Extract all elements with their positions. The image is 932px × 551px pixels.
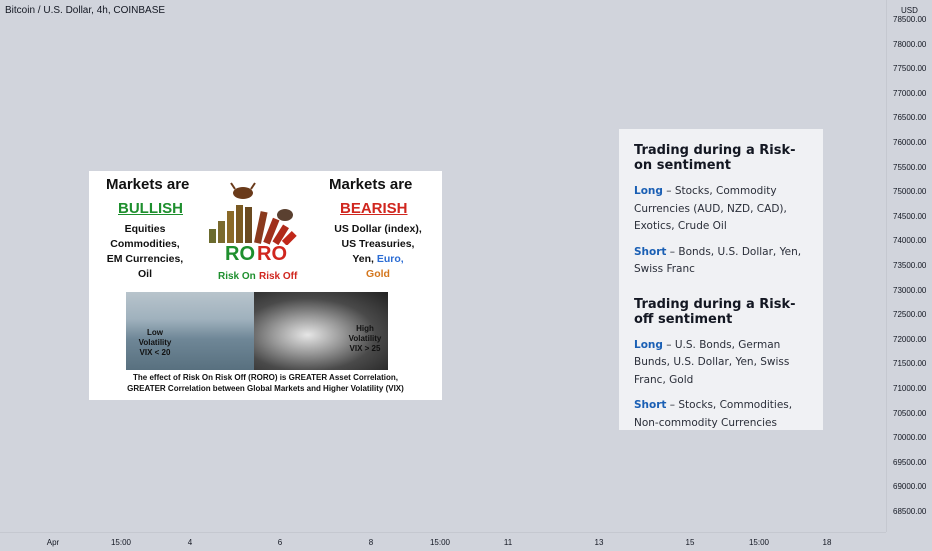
bear-asset-euro: Euro, xyxy=(376,253,404,265)
time-tick: 15:00 xyxy=(748,538,770,547)
risk-sentiment-panel xyxy=(619,129,823,430)
price-tick: 75500.00 xyxy=(893,162,927,172)
bull-asset: Oil xyxy=(137,268,152,280)
price-tick: 76000.00 xyxy=(893,138,927,147)
short-keyword: Short xyxy=(634,245,667,258)
price-tick: 71500.00 xyxy=(893,359,927,369)
time-tick: 15:00 xyxy=(429,538,451,547)
risk-off-title: Trading during a Risk-off sentiment xyxy=(634,296,796,327)
roro-caption: The effect of Risk On Risk Off (RORO) is GREATER Asset Correlation, GREATER Correlation between Global Markets and Higher Volatility (VIX) xyxy=(127,373,404,393)
price-tick: 69500.00 xyxy=(893,457,927,467)
low-volatility-label: Low Volatility VIX < 20 xyxy=(138,328,172,357)
risk-off-long xyxy=(634,337,808,390)
price-tick: 77000.00 xyxy=(893,88,927,98)
bull-asset: EM Currencies, xyxy=(106,253,184,265)
time-tick: 6 xyxy=(277,538,283,547)
time-tick: 18 xyxy=(822,538,832,547)
risk-off-label: Risk Off xyxy=(259,271,298,282)
price-tick: 72500.00 xyxy=(893,310,927,320)
price-tick: 70500.00 xyxy=(893,408,927,418)
long-keyword: Long xyxy=(634,185,663,197)
time-tick: 15 xyxy=(685,538,695,547)
bull-asset: Commodities, xyxy=(110,238,180,250)
price-tick: 76500.00 xyxy=(893,113,927,123)
price-tick: 78000.00 xyxy=(893,39,927,49)
risk-on-long xyxy=(634,183,808,236)
currency-label: USD xyxy=(901,6,918,15)
bull-bear-bars-icon xyxy=(207,179,307,245)
risk-off-short xyxy=(634,397,808,432)
axis-corner xyxy=(887,533,932,550)
price-tick: 74500.00 xyxy=(893,211,927,221)
risk-on-short-text: – Bonds, U.S. Dollar, Yen, Swiss Franc xyxy=(634,245,802,275)
roro-infographic xyxy=(89,171,442,400)
price-tick: 75000.00 xyxy=(893,187,927,197)
high-volatility-label: High Volatility VIX > 25 xyxy=(348,324,382,353)
short-keyword: Short xyxy=(634,399,667,411)
time-tick: 13 xyxy=(594,538,604,547)
ro-left: RO xyxy=(225,243,255,265)
risk-on-label: Risk On xyxy=(218,271,256,282)
bear-header: Markets are xyxy=(329,176,413,193)
risk-off-long-text: – U.S. Bonds, German Bunds, U.S. Dollar, Yen, Swiss Franc, Gold xyxy=(634,338,790,386)
long-keyword: Long xyxy=(634,338,663,351)
price-tick: 70000.00 xyxy=(893,433,927,443)
bull-asset: Equities xyxy=(124,223,166,235)
ro-right: RO xyxy=(257,243,287,265)
bear-asset: US Dollar (index), xyxy=(334,223,422,235)
price-tick: 68500.00 xyxy=(893,507,927,516)
bull-header: Markets are xyxy=(106,176,190,193)
time-tick: 11 xyxy=(503,538,513,547)
price-tick: 77500.00 xyxy=(893,64,927,74)
bear-asset: US Treasuries, xyxy=(341,238,415,250)
risk-off-short-text: – Stocks, Commodities, Non-commodity Currencies xyxy=(634,399,793,429)
bull-assets xyxy=(101,222,189,282)
time-tick: 8 xyxy=(368,538,374,547)
bear-asset-yen: Yen, xyxy=(352,253,374,265)
time-tick: 4 xyxy=(187,538,193,547)
price-tick: 73000.00 xyxy=(893,285,927,295)
risk-on-short xyxy=(634,244,808,279)
price-tick: 78500.00 xyxy=(893,15,927,24)
time-tick: 15:00 xyxy=(110,538,132,547)
time-tick: Apr xyxy=(46,538,60,547)
bearish-label: BEARISH xyxy=(340,200,408,217)
price-tick: 74000.00 xyxy=(893,236,927,246)
price-tick: 69000.00 xyxy=(893,482,927,492)
bear-assets xyxy=(317,222,439,282)
risk-on-long-text: – Stocks, Commodity Currencies (AUD, NZD, CAD), Exotics, Crude Oil xyxy=(634,185,787,232)
price-tick: 73500.00 xyxy=(893,261,927,270)
risk-on-title: Trading during a Risk-on sentiment xyxy=(634,143,796,173)
price-tick: 72000.00 xyxy=(893,334,927,344)
symbol-title[interactable]: Bitcoin / U.S. Dollar, 4h, COINBASE xyxy=(5,5,166,16)
price-tick: 71000.00 xyxy=(893,384,927,393)
bear-asset xyxy=(317,252,439,267)
bullish-label: BULLISH xyxy=(118,200,183,217)
bear-asset-gold: Gold xyxy=(366,268,390,280)
